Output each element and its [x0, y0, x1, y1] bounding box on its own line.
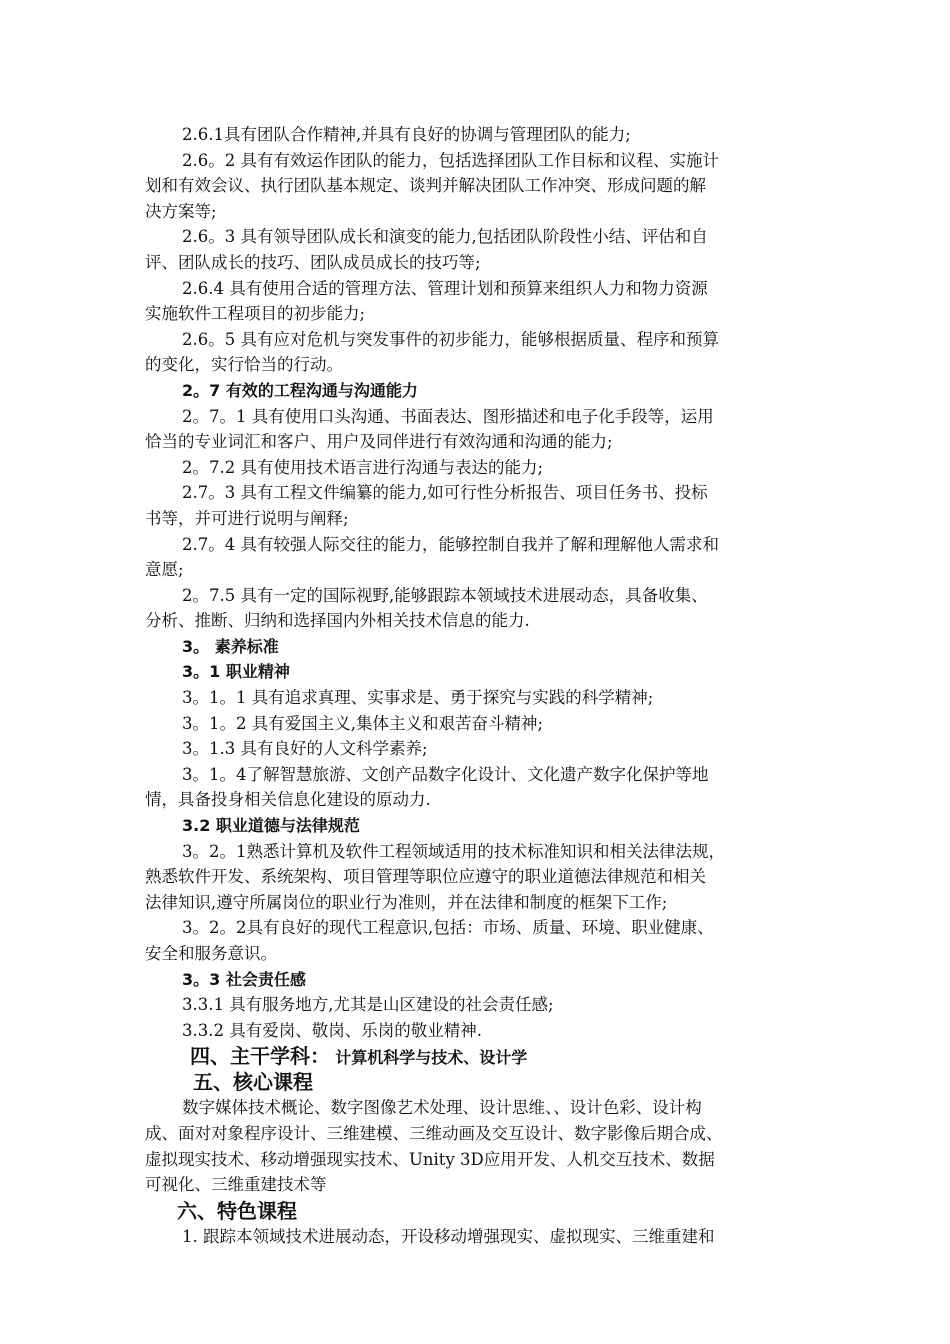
- text-line: 3。2。2具有良好的现代工程意识,包括：市场、质量、环境、职业健康、: [182, 918, 714, 938]
- section-4-heading: 四、主干学科：: [190, 1044, 330, 1069]
- document-body: [145, 122, 817, 1249]
- text-line: 3。1.3 具有良好的人文科学素养;: [182, 739, 428, 759]
- text-line: 3。2。1熟悉计算机及软件工程领域适用的技术标准知识和相关法律法规，: [182, 841, 725, 861]
- text-line: 2。7。1 具有使用口头沟通、书面表达、图形描述和电子化手段等，运用: [182, 406, 714, 426]
- core-courses-paragraph: [145, 1095, 817, 1197]
- section-4-content: 计算机科学与技术、设计学: [335, 1048, 528, 1068]
- text-line: 1. 跟踪本领域技术进展动态，开设移动增强现实、虚拟现实、三维重建和: [182, 1226, 715, 1246]
- text-line: 3。 素养标准: [182, 636, 279, 656]
- text-line: 安全和服务意识。: [145, 944, 277, 963]
- section-4-heading-row: [145, 1043, 817, 1069]
- text-line: 3.3.2 具有爱岗、敬岗、乐岗的敬业精神.: [182, 1020, 482, 1040]
- text-line: 2.6。3 具有领导团队成长和演变的能力,包括团队阶段性小结、评估和自: [182, 227, 708, 247]
- text-line: 3.2 职业道德与法律规范: [182, 816, 360, 836]
- text-line: 2.6.4 具有使用合适的管理方法、管理计划和预算来组织人力和物力资源: [182, 278, 708, 298]
- text-line: 2.7。4 具有较强人际交往的能力，能够控制自我并了解和理解他人需求和: [182, 534, 719, 554]
- text-line: 3.3.1 具有服务地方,尤其是山区建设的社会责任感;: [182, 995, 554, 1015]
- text-line: 3。1 职业精神: [182, 662, 290, 682]
- text-line: 划和有效会议、执行团队基本规定、谈判并解决团队工作冲突、形成问题的解: [145, 176, 706, 196]
- text-line: 决方案等;: [145, 201, 217, 221]
- text-line: 情，具备投身相关信息化建设的原动力.: [145, 790, 431, 810]
- text-line: 虚拟现实技术、移动增强现实技术、Unity 3D应用开发、人机交互技术、数据: [145, 1149, 715, 1169]
- text-line: 2.6。2 具有有效运作团队的能力，包括选择团队工作目标和议程、实施计: [182, 150, 719, 170]
- text-line: 数字媒体技术概论、数字图像艺术处理、设计思维、、设计色彩、设计构: [182, 1098, 702, 1118]
- text-line: 2。7 有效的工程沟通与沟通能力: [182, 380, 418, 400]
- section-6-heading-row: [145, 1198, 817, 1224]
- section-6-heading: 六、特色课程: [177, 1198, 297, 1223]
- text-line: 评、团队成长的技巧、团队成员成长的技巧等;: [145, 252, 481, 272]
- section-5-heading: 五、核心课程: [193, 1070, 313, 1095]
- text-line: 实施软件工程项目的初步能力;: [145, 304, 366, 324]
- text-line: 2.6。5 具有应对危机与突发事件的初步能力，能够根据质量、程序和预算: [182, 329, 719, 349]
- text-line: 2.7。3 具有工程文件编纂的能力,如可行性分析报告、项目任务书、投标: [182, 483, 708, 503]
- text-line: 成、面对对象程序设计、三维建模、三维动画及交互设计、数字影像后期合成、: [145, 1123, 723, 1143]
- competency-section: [145, 122, 817, 1043]
- text-line: 法律知识,遵守所属岗位的职业行为准则，并在法律和制度的框架下工作;: [145, 892, 668, 912]
- text-line: 可视化、三维重建技术等: [145, 1175, 327, 1195]
- text-line: 熟悉软件开发、系统架构、项目管理等职位应遵守的职业道德法律规范和相关: [145, 867, 706, 887]
- text-line: 分析、推断、归纳和选择国内外相关技术信息的能力.: [145, 611, 530, 631]
- section-5-heading-row: [145, 1069, 817, 1095]
- text-line: 3。1。4了解智慧旅游、文创产品数字化设计、文化遗产数字化保护等地: [182, 764, 709, 784]
- text-line: 3。1。1 具有追求真理、实事求是、勇于探究与实践的科学精神;: [182, 688, 654, 708]
- text-line: 的变化，实行恰当的行动。: [145, 355, 343, 375]
- text-line: 书等，并可进行说明与阐释;: [145, 508, 349, 528]
- text-line: 3。1。2 具有爱国主义,集体主义和艰苦奋斗精神;: [182, 713, 544, 733]
- text-line: 2。7.5 具有一定的国际视野,能够跟踪本领域技术进展动态，具备收集、: [182, 585, 708, 605]
- text-line: 意愿;: [145, 560, 184, 580]
- text-line: 恰当的专业词汇和客户、用户及同伴进行有效沟通和沟通的能力;: [145, 432, 613, 452]
- feature-courses-paragraph: [145, 1224, 817, 1250]
- text-line: 2。7.2 具有使用技术语言进行沟通与表达的能力;: [182, 457, 544, 477]
- text-line: 2.6.1具有团队合作精神,并具有良好的协调与管理团队的能力;: [182, 125, 631, 144]
- text-line: 3。3 社会责任感: [182, 969, 306, 989]
